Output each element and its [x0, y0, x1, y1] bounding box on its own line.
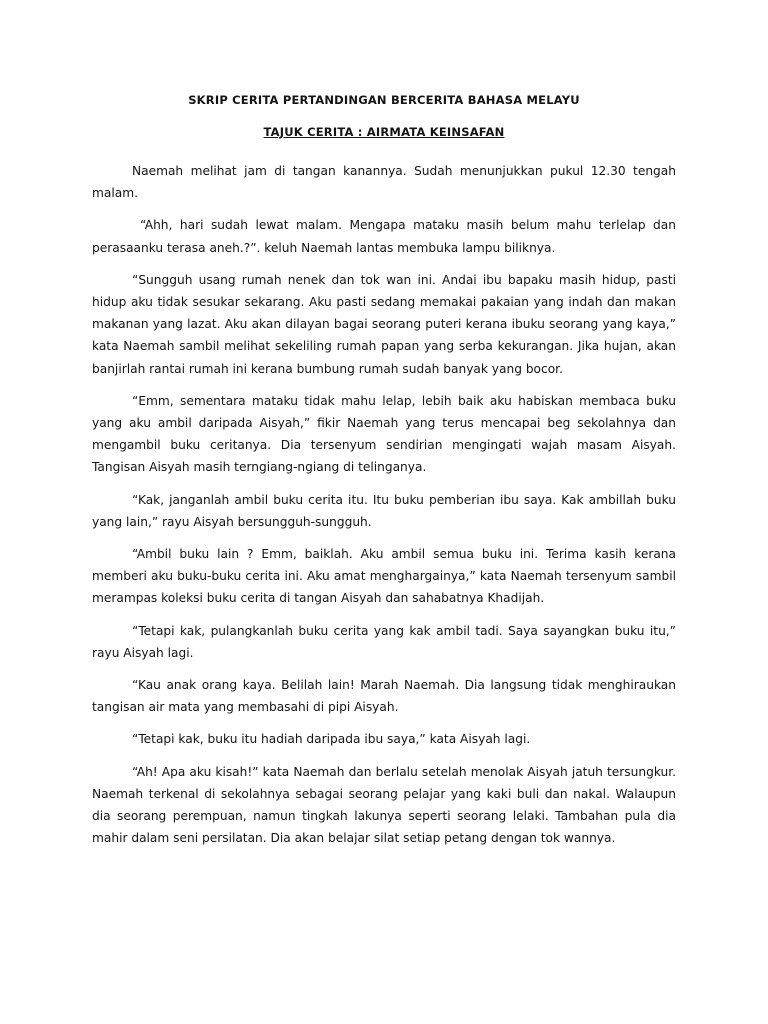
- document-title: SKRIP CERITA PERTANDINGAN BERCERITA BAHASA MELAYU: [188, 93, 580, 107]
- paragraph: “Ambil buku lain ? Emm, baiklah. Aku ambil semua buku ini. Terima kasih kerana memberi aku buku-buku cerita ini. Aku amat menghargainya,” kata Naemah tersenyum sambil merampas koleksi buku cerita di tangan Aisyah dan sahabatnya Khadijah.: [92, 547, 676, 606]
- paragraph: “Tetapi kak, buku itu hadiah daripada ibu saya,” kata Aisyah lagi.: [132, 732, 531, 747]
- paragraph: “Sungguh usang rumah nenek dan tok wan ini. Andai ibu bapaku masih hidup, pasti hidup aku tidak sesukar sekarang. Aku pasti sedang memakai pakaian yang indah dan makan makanan yang lazat. Aku akan dilayan bagai seorang puteri kerana ibuku seorang yang kaya,” kata Naemah sambil melihat sekeliling rumah papan yang serba kekurangan. Jika hujan, akan banjirlah rantai rumah ini kerana bumbung rumah sudah banyak yang bocor.: [92, 272, 676, 376]
- paragraph: “Kak, janganlah ambil buku cerita itu. Itu buku pemberian ibu saya. Kak ambillah buku yang lain,” rayu Aisyah bersungguh-sungguh.: [92, 492, 676, 529]
- story-body: [92, 160, 676, 859]
- story-title: TAJUK CERITA : AIRMATA KEINSAFAN: [263, 125, 505, 139]
- paragraph: “Ah! Apa aku kisah!” kata Naemah dan berlalu setelah menolak Aisyah jatuh tersungkur. Naemah terkenal di sekolahnya sebagai seorang pelajar yang kaki buli dan nakal. Walaupun dia seorang perempuan, namun tingkah lakunya seperti seorang lelaki. Tambahan pula dia mahir dalam seni persilatan. Dia akan belajar silat setiap petang dengan tok wannya.: [92, 764, 676, 846]
- paragraph: “Ahh, hari sudah lewat malam. Mengapa mataku masih belum mahu terlelap dan perasaanku terasa aneh.?”. keluh Naemah lantas membuka lampu biliknya.: [92, 218, 676, 255]
- paragraph: “Emm, sementara mataku tidak mahu lelap, lebih baik aku habiskan membaca buku yang aku ambil daripada Aisyah,” fikir Naemah yang terus mencapai beg sekolahnya dan mengambil buku ceritanya. Dia tersenyum sendirian mengingati wajah masam Aisyah. Tangisan Aisyah masih terngiang-ngiang di telinganya.: [92, 393, 676, 475]
- paragraph: “Tetapi kak, pulangkanlah buku cerita yang kak ambil tadi. Saya sayangkan buku itu,” rayu Aisyah lagi.: [92, 623, 676, 660]
- paragraph: Naemah melihat jam di tangan kanannya. Sudah menunjukkan pukul 12.30 tengah malam.: [92, 164, 676, 201]
- paragraph: “Kau anak orang kaya. Belilah lain! Marah Naemah. Dia langsung tidak menghiraukan tangisan air mata yang membasahi di pipi Aisyah.: [92, 678, 676, 715]
